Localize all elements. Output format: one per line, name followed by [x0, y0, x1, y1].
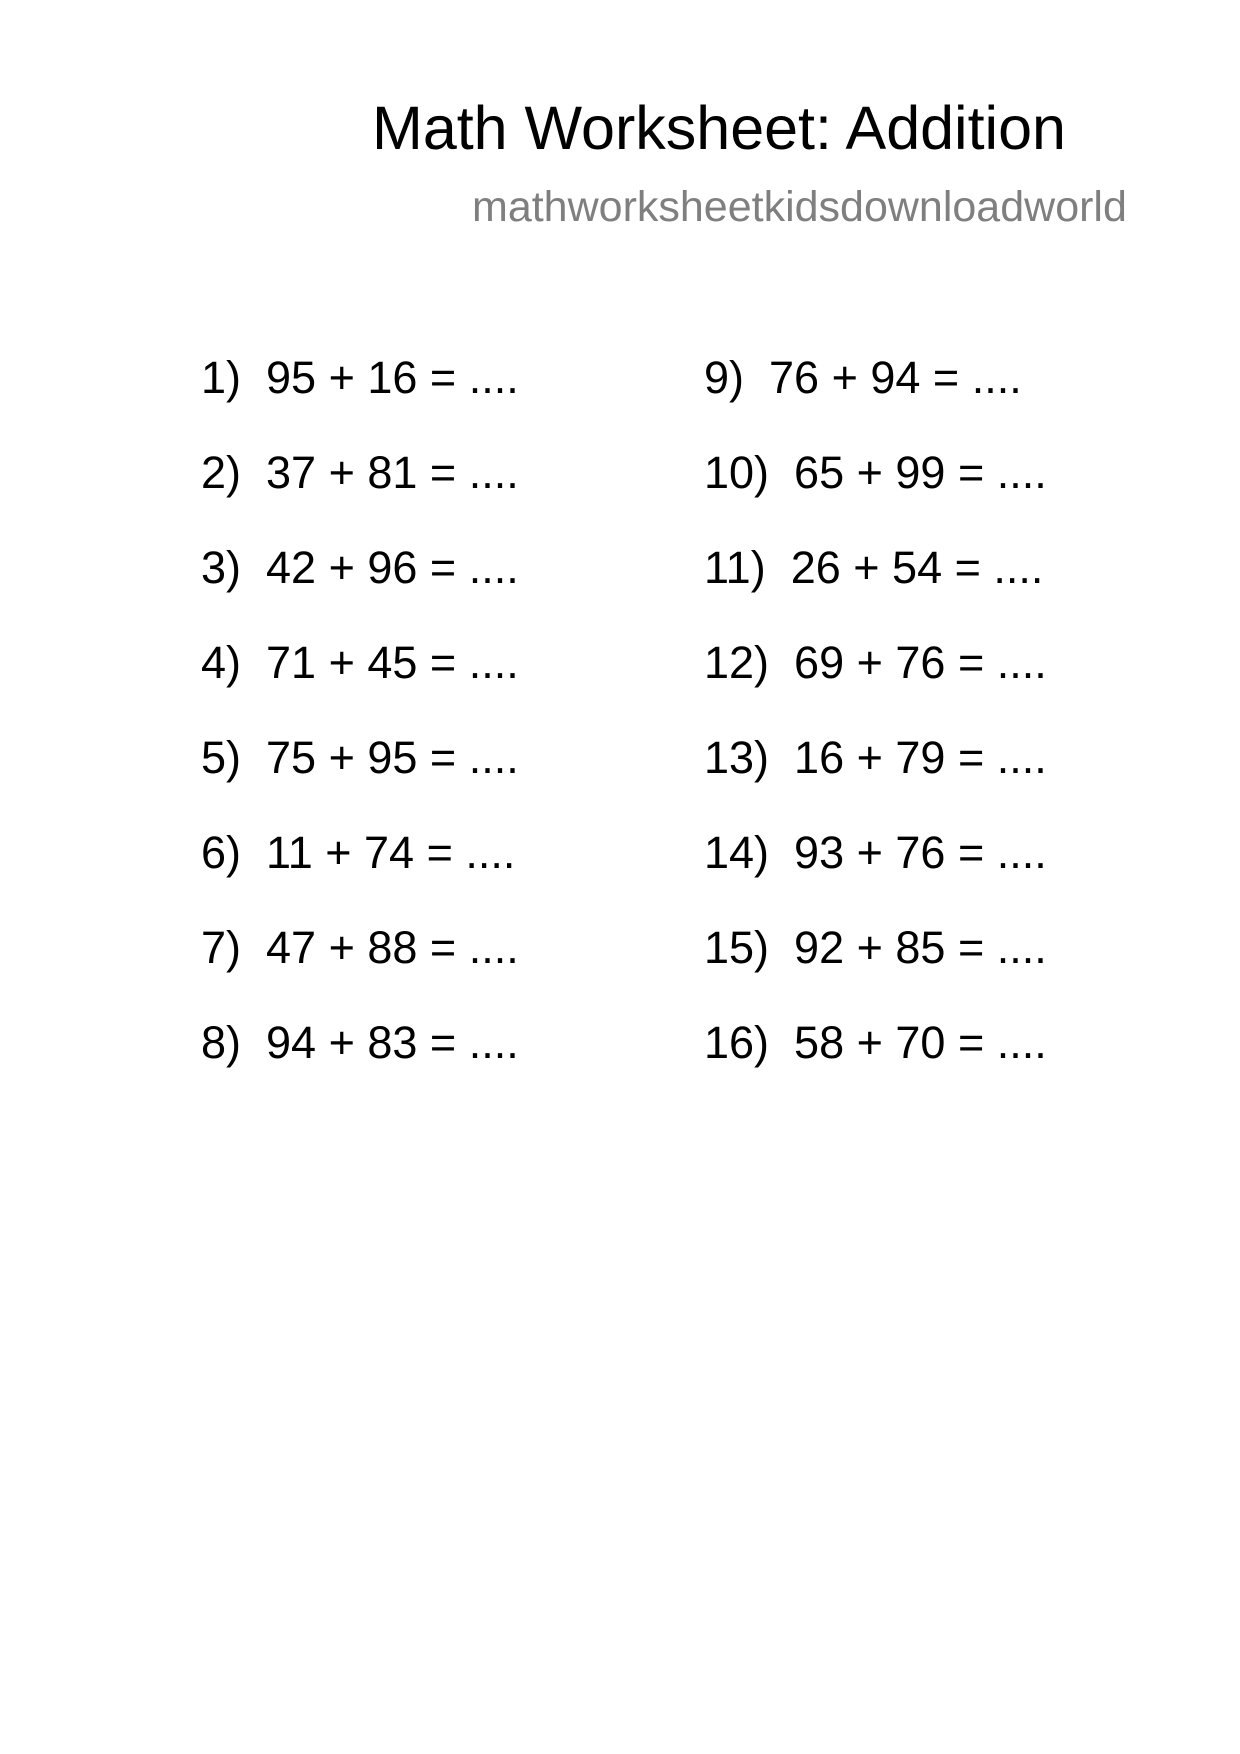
problem-16: 16) 58 + 70 = .... — [704, 1017, 1047, 1068]
problem-7: 7) 47 + 88 = .... — [201, 922, 519, 973]
problem-12: 12) 69 + 76 = .... — [704, 637, 1047, 688]
problem-1: 1) 95 + 16 = .... — [201, 352, 519, 403]
problem-8: 8) 94 + 83 = .... — [201, 1017, 519, 1068]
problem-13: 13) 16 + 79 = .... — [704, 732, 1047, 783]
problem-14: 14) 93 + 76 = .... — [704, 827, 1047, 878]
page-subtitle: mathworksheetkidsdownloadworld — [472, 183, 1127, 231]
problem-4: 4) 71 + 45 = .... — [201, 637, 519, 688]
problem-2: 2) 37 + 81 = .... — [201, 447, 519, 498]
problem-11: 11) 26 + 54 = .... — [704, 542, 1044, 593]
problem-9: 9) 76 + 94 = .... — [704, 352, 1022, 403]
problem-6: 6) 11 + 74 = .... — [201, 827, 516, 878]
problem-5: 5) 75 + 95 = .... — [201, 732, 519, 783]
problem-10: 10) 65 + 99 = .... — [704, 447, 1047, 498]
problem-3: 3) 42 + 96 = .... — [201, 542, 519, 593]
problem-15: 15) 92 + 85 = .... — [704, 922, 1047, 973]
page-title: Math Worksheet: Addition — [372, 94, 1066, 162]
